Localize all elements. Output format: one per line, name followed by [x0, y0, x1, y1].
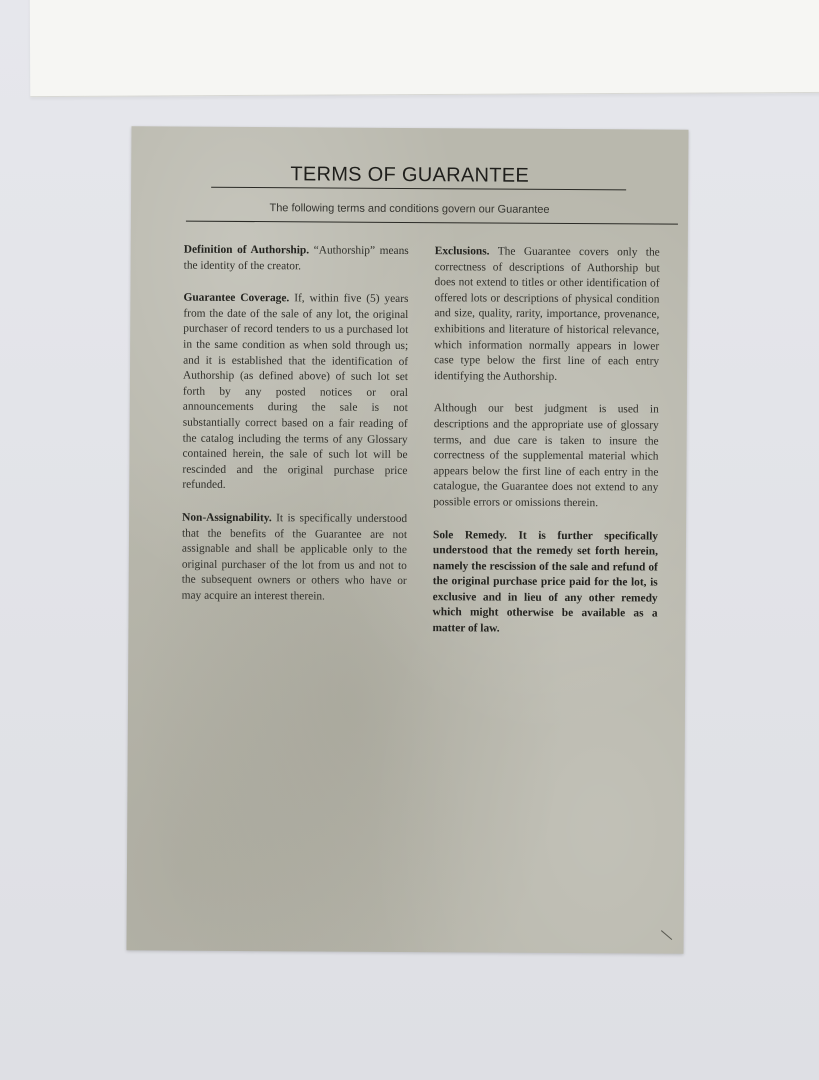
sole-remedy-heading: Sole Remedy.: [432, 528, 507, 542]
sole-remedy-paragraph: [432, 528, 658, 639]
document-subtitle: The following terms and conditions govern our Guarantee: [269, 202, 550, 216]
non-assignability-paragraph: [182, 511, 408, 606]
exclusions-heading: Exclusions.: [434, 245, 490, 258]
non-assignability-body: It is specifically understood that the benefits of the Guarantee are not assignable and shall be applicable only to the original purchaser of the lot from us and not to the subsequent owners or others who have or may acquire an interest therein.: [181, 512, 408, 603]
coverage-body: If, within five (5) years from the date of the sale of any lot, the original purchaser of record tenders to us a purchased lot in the same condition as when sold through us; and it is established that the identification of Authorship (as defined above) of such lot set forth by any posted notices or oral announcements during the sale is not substantially correct based on a fair reading of the catalog including the terms of any Glossary contained herein, the sale of such lot will be rescinded and the original purchase price refunded.: [182, 292, 409, 492]
guarantee-card: [126, 126, 688, 953]
non-assignability-heading: Non-Assignability.: [182, 511, 272, 525]
subtitle-rule: [186, 221, 678, 225]
left-column: [182, 243, 409, 623]
exclusions-body: The Guarantee covers only the correctness of descriptions of Authorship but does not extend to titles or other identification of offered lots or descriptions of physical condition and size, quality, rarity, importance, provenance, exhibitions and literature of historical relevance, which information normally appears in lower case type below the first line of each entry identifying the Authorship.: [433, 245, 660, 383]
exclusions-paragraph: [434, 244, 660, 386]
document-title: TERMS OF GUARANTEE: [290, 163, 530, 187]
judgment-paragraph: [433, 402, 659, 513]
judgment-body: Although our best judgment is used in descriptions and the appropriate use of glossary terms, and due care is taken to insure the correctness of the supplemental material which appears below the first line of each entry in the catalogue, the Guarantee does not extend to any possible errors or omissions therein.: [433, 402, 659, 510]
coverage-paragraph: [182, 291, 408, 495]
authorship-heading: Definition of Authorship.: [183, 243, 310, 257]
authorship-paragraph: [184, 243, 409, 276]
right-column: [432, 244, 659, 655]
corner-scratch-mark: [661, 930, 672, 940]
authorship-body: “Authorship” means the identity of the creator.: [183, 244, 409, 272]
coverage-heading: Guarantee Coverage.: [183, 291, 290, 305]
sole-remedy-body: It is further specifically understood that the remedy set forth herein, namely the rescission of the sale and refund of the original purchase price paid for the lot, is exclusive and in lieu of any other remedy which might otherwise be available as a matter of law.: [432, 529, 659, 635]
paper-sheet-top: [30, 0, 819, 97]
